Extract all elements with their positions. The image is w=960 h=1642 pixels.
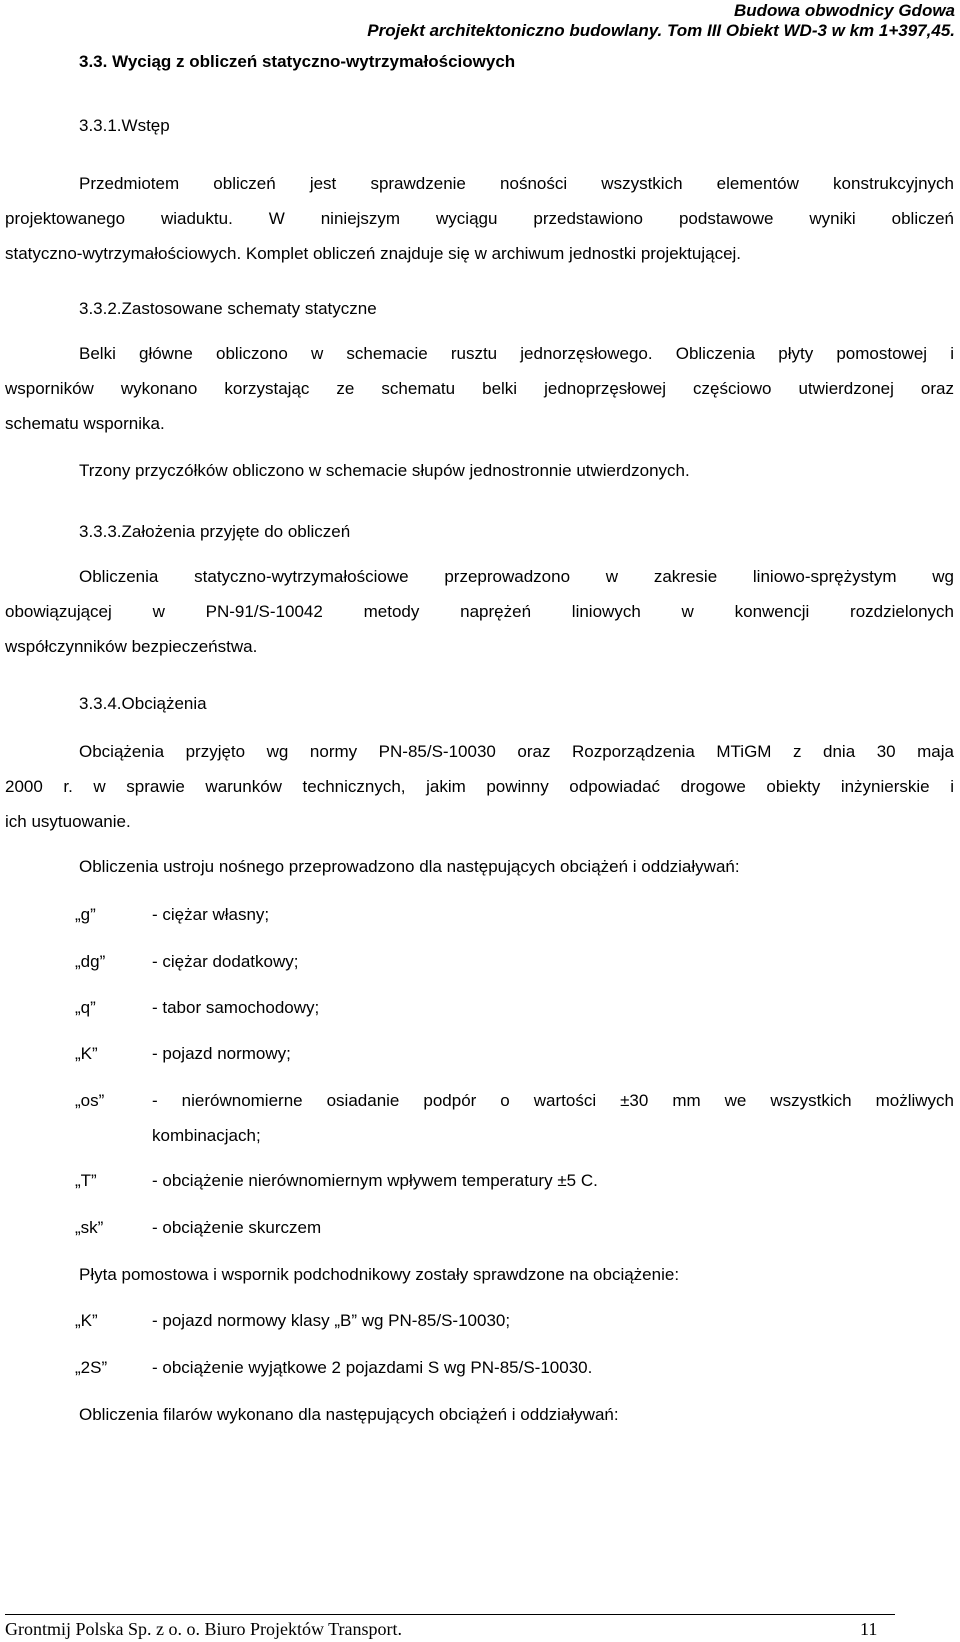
subsection-title-schemes: 3.3.2.Zastosowane schematy statyczne [79, 299, 377, 318]
page-number: 11 [860, 1619, 878, 1639]
load-description: - ciężar dodatkowy; [152, 952, 299, 971]
load-description: - tabor samochodowy; [152, 998, 320, 1017]
load-description [152, 1083, 954, 1153]
load-symbol: „q” [75, 998, 96, 1017]
paragraph-line: Przedmiotem obliczeń jest sprawdzenie nośności wszystkich elementów konstrukcyjnych [79, 174, 954, 193]
piers-loads-intro: Obliczenia filarów wykonano dla następujących obciążeń i oddziaływań: [79, 1405, 619, 1424]
deck-load-description: - pojazd normowy klasy „B” wg PN-85/S-10030; [152, 1311, 511, 1330]
load-symbol: „K” [75, 1044, 98, 1063]
load-symbol: „T” [75, 1171, 97, 1190]
paragraph-line: statyczno-wytrzymałościowych. Komplet obliczeń znajduje się w archiwum jednostki projektującej. [5, 244, 742, 263]
paragraph-schemes [5, 336, 954, 441]
paragraph-line: Obciążenia przyjęto wg normy PN-85/S-10030 oraz Rozporządzenia MTiGM z dnia 30 maja [79, 742, 954, 761]
paragraph-assumptions [5, 559, 954, 664]
deck-loads-intro: Płyta pomostowa i wspornik podchodnikowy zostały sprawdzone na obciążenie: [79, 1265, 680, 1284]
paragraph-line: 2000 r. w sprawie warunków technicznych, jakim powinny odpowiadać drogowe obiekty inżynierskie i [5, 777, 954, 796]
subsection-title-assumptions: 3.3.3.Założenia przyjęte do obliczeń [79, 522, 351, 541]
load-description: - obciążenie skurczem [152, 1218, 322, 1237]
footer-divider [5, 1614, 895, 1615]
paragraph-line: schematu wspornika. [5, 414, 165, 433]
paragraph-line: wsporników wykonano korzystając ze schematu belki jednoprzęsłowej częściowo utwierdzonej oraz [5, 379, 954, 398]
paragraph-line: Belki główne obliczono w schemacie rusztu jednorzęsłowego. Obliczenia płyty pomostowej i [79, 344, 954, 363]
paragraph-loads [5, 734, 954, 839]
section-title: 3.3. Wyciąg z obliczeń statyczno-wytrzymałościowych [79, 52, 516, 71]
load-description: - obciążenie nierównomiernym wpływem temperatury ±5 C. [152, 1171, 598, 1190]
load-description: - ciężar własny; [152, 905, 270, 924]
footer-company: Grontmij Polska Sp. z o. o. Biuro Projektów Transport. [5, 1619, 403, 1639]
load-symbol: „sk” [75, 1218, 104, 1237]
paragraph-line: Obliczenia statyczno-wytrzymałościowe przeprowadzono w zakresie liniowo-sprężystym wg [79, 567, 954, 586]
deck-load-description: - obciążenie wyjątkowe 2 pojazdami S wg PN-85/S-10030. [152, 1358, 593, 1377]
paragraph-line: współczynników bezpieczeństwa. [5, 637, 258, 656]
load-description-line: - nierównomierne osiadanie podpór o wartości ±30 mm we wszystkich możliwych [152, 1091, 954, 1110]
subsection-title-loads: 3.3.4.Obciążenia [79, 694, 207, 713]
subsection-title-intro: 3.3.1.Wstęp [79, 116, 170, 135]
paragraph-line: ich usytuowanie. [5, 812, 131, 831]
paragraph-intro [5, 166, 954, 271]
deck-load-symbol: „2S” [75, 1358, 108, 1377]
load-symbol: „g” [75, 905, 96, 924]
deck-load-symbol: „K” [75, 1311, 98, 1330]
load-symbol: „dg” [75, 952, 106, 971]
load-description: - pojazd normowy; [152, 1044, 291, 1063]
paragraph-line: obowiązującej w PN-91/S-10042 metody naprężeń liniowych w konwencji rozdzielonych [5, 602, 954, 621]
header-project-subtitle: Projekt architektoniczno budowlany. Tom III Obiekt WD-3 w km 1+397,45. [367, 21, 955, 40]
paragraph-abutments: Trzony przyczółków obliczono w schemacie słupów jednostronnie utwierdzonych. [79, 461, 690, 480]
header-project-title: Budowa obwodnicy Gdowa [734, 1, 955, 20]
loads-intro: Obliczenia ustroju nośnego przeprowadzono dla następujących obciążeń i oddziaływań: [79, 857, 740, 876]
load-symbol: „os” [75, 1091, 105, 1110]
paragraph-line: projektowanego wiaduktu. W niniejszym wyciągu przedstawiono podstawowe wyniki obliczeń [5, 209, 954, 228]
load-description-line: kombinacjach; [152, 1126, 261, 1145]
